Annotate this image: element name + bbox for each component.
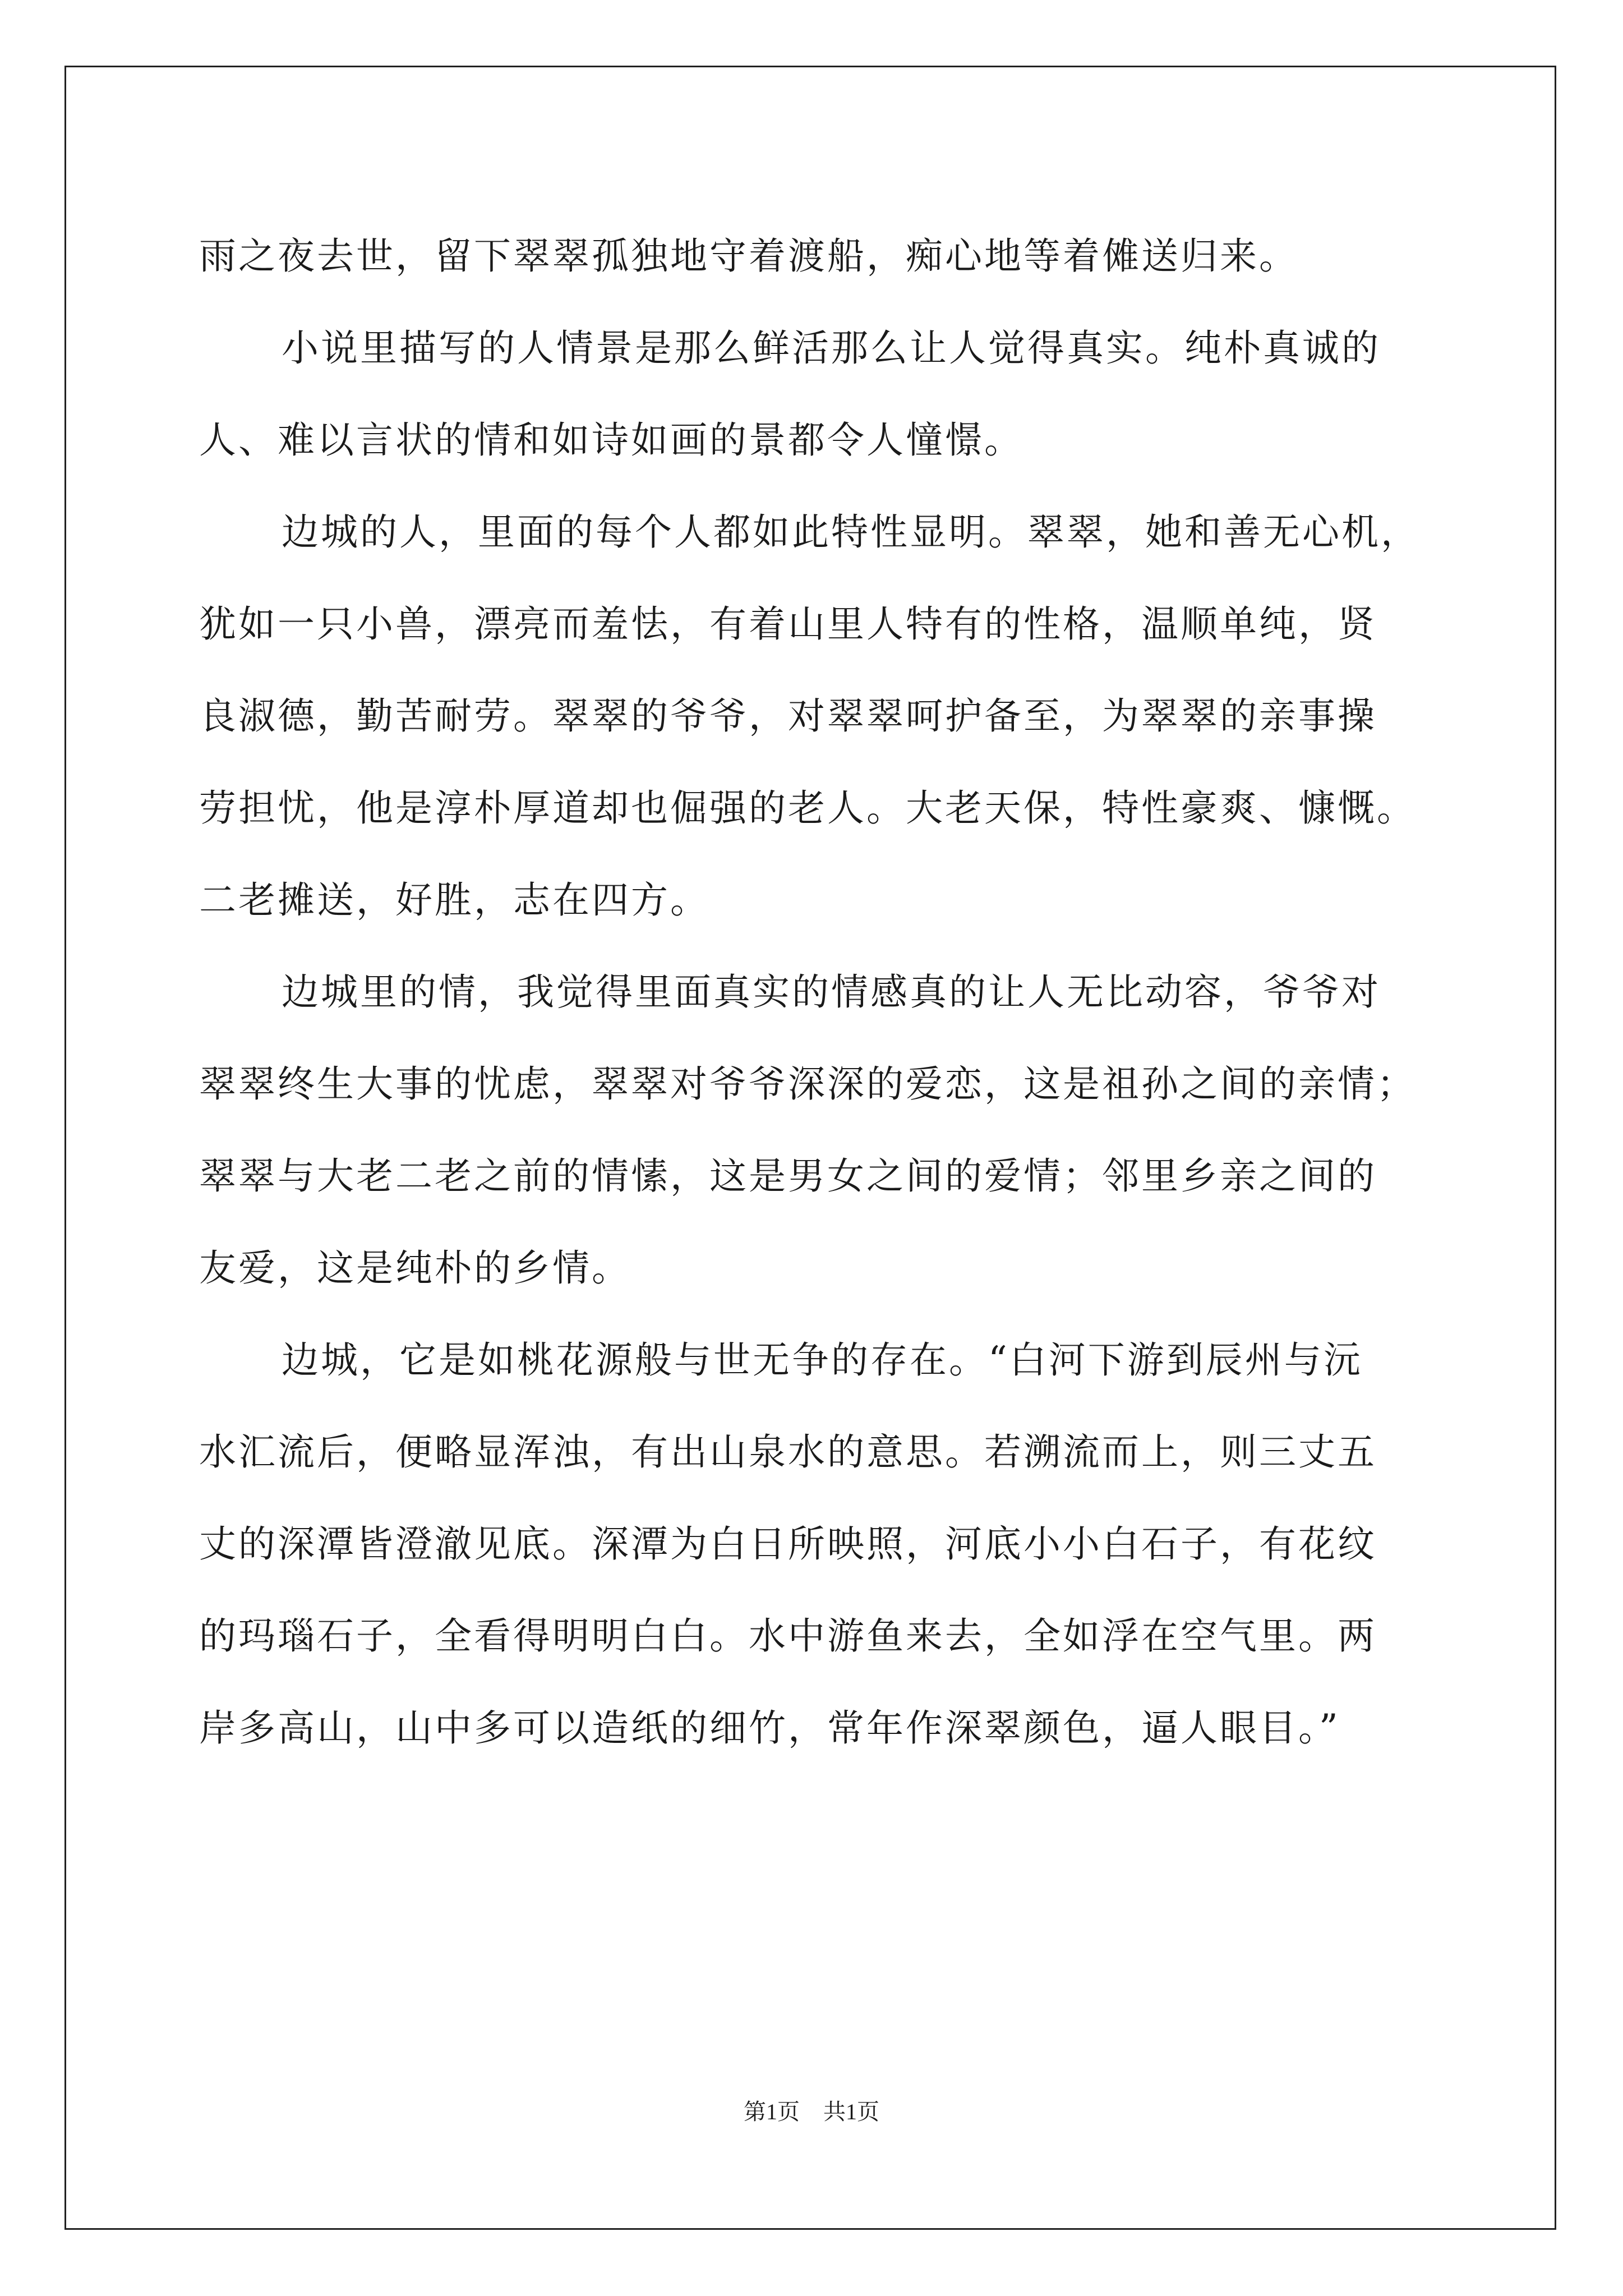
text-line: 劳担忧，他是淳朴厚道却也倔强的老人。大老天保，特性豪爽、慷慨。 <box>199 786 1416 830</box>
text-line: 友爱，这是纯朴的乡情。 <box>199 1246 631 1290</box>
text-line: 翠翠终生大事的忧虑，翠翠对爷爷深深的爱恋，这是祖孙之间的亲情； <box>199 1062 1416 1106</box>
page-number: 第1页 <box>744 2099 800 2124</box>
text-line: 人、难以言状的情和如诗如画的景都令人憧憬。 <box>199 418 1023 462</box>
text-line: 翠翠与大老二老之前的情愫，这是男女之间的爱情；邻里乡亲之间的 <box>199 1154 1377 1198</box>
text-line: 二老摊送，好胜，志在四方。 <box>199 878 709 922</box>
paragraph-first-line: 小说里描写的人情景是那么鲜活那么让人觉得真实。纯朴真诚的 <box>282 326 1381 370</box>
document-body <box>199 210 1433 1774</box>
page-footer <box>0 2095 1623 2129</box>
text-line: 岸多高山，山中多可以造纸的细竹，常年作深翠颜色，逼人眼目。” <box>199 1706 1340 1750</box>
page-total: 共1页 <box>823 2099 879 2124</box>
paragraph-first-line: 边城，它是如桃花源般与世无争的存在。“白河下游到辰州与沅 <box>282 1338 1363 1382</box>
text-line: 的玛瑙石子，全看得明明白白。水中游鱼来去，全如浮在空气里。两 <box>199 1614 1377 1658</box>
text-line: 犹如一只小兽，漂亮而羞怯，有着山里人特有的性格，温顺单纯，贤 <box>199 602 1377 646</box>
text-line: 丈的深潭皆澄澈见底。深潭为白日所映照，河底小小白石子，有花纹 <box>199 1522 1377 1566</box>
text-line: 良淑德，勤苦耐劳。翠翠的爷爷，对翠翠呵护备至，为翠翠的亲事操 <box>199 694 1377 738</box>
text-line: 水汇流后，便略显浑浊，有出山泉水的意思。若溯流而上，则三丈五 <box>199 1430 1377 1474</box>
paragraph-first-line: 边城里的情，我觉得里面真实的情感真的让人无比动容，爷爷对 <box>282 970 1381 1014</box>
text-line: 雨之夜去世，留下翠翠孤独地守着渡船，痴心地等着傩送归来。 <box>199 234 1298 278</box>
paragraph-first-line: 边城的人，里面的每个人都如此特性显明。翠翠，她和善无心机， <box>282 510 1420 554</box>
